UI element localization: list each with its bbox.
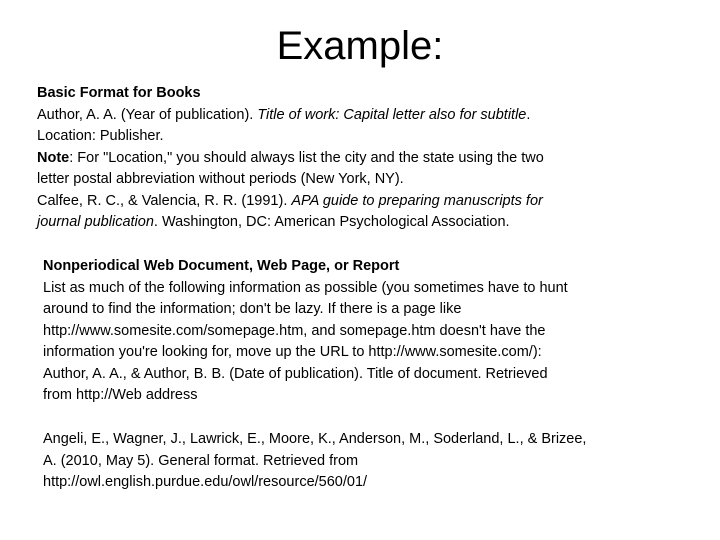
books-note-continuation: letter postal abbreviation without periods (New York, NY). [37, 171, 404, 187]
reference-line: A. (2010, May 5). General format. Retrieved from [43, 452, 359, 469]
books-example-continuation: journal publication. Washington, DC: American Psychological Association. [37, 214, 510, 230]
reference-url-line: http://owl.english.purdue.edu/owl/resource/560/01/ [43, 474, 368, 490]
web-text-line: List as much of the following information as possible (you sometimes have to hunt [43, 279, 568, 296]
slide-title: Example: [276, 24, 444, 68]
books-location-line: Location: Publisher. [37, 128, 164, 144]
reference-section [43, 429, 586, 494]
web-text-line: around to find the information; don't be lazy. If there is a page like [43, 301, 462, 317]
books-heading: Basic Format for Books [37, 85, 201, 101]
web-text-line: http://www.somesite.com/somepage.htm, and somepage.htm doesn't have the [43, 322, 546, 339]
books-note-line: Note: For "Location," you should always list the city and the state using the two [37, 149, 544, 166]
reference-line: Angeli, E., Wagner, J., Lawrick, E., Moore, K., Anderson, M., Soderland, L., & Brizee, [43, 431, 587, 447]
web-text-line: information you're looking for, move up the URL to http://www.somesite.com/): [43, 344, 542, 360]
books-format-section [37, 83, 544, 234]
web-text-line: Author, A. A., & Author, B. B. (Date of publication). Title of document. Retrieved [43, 365, 548, 382]
web-text-line: from http://Web address [43, 387, 198, 403]
web-heading: Nonperiodical Web Document, Web Page, or Report [43, 258, 400, 274]
web-document-section [43, 256, 568, 407]
books-example-line: Calfee, R. C., & Valencia, R. R. (1991). APA guide to preparing manuscripts for [37, 192, 543, 209]
books-format-line: Author, A. A. (Year of publication). Title of work: Capital letter also for subtitle. [37, 106, 531, 123]
